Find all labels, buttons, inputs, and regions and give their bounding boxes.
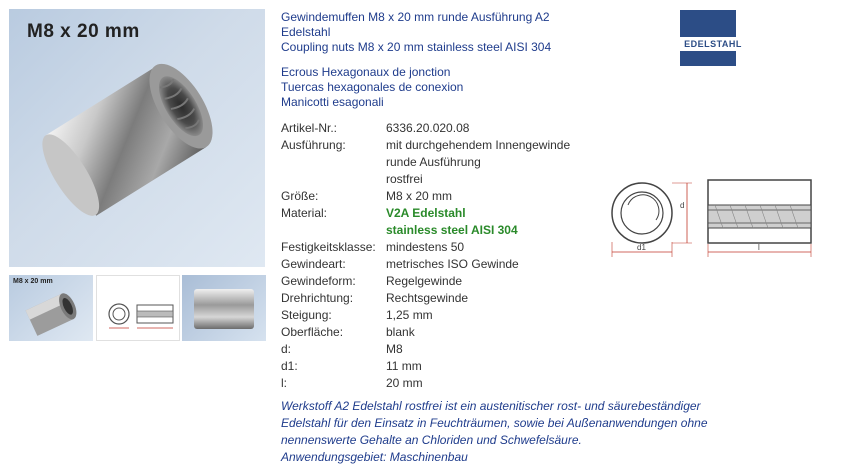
property-value: M8 x 20 mm [386, 189, 453, 203]
dim-label-l: l [758, 243, 760, 252]
logo-text: EDELSTAHL [680, 37, 746, 51]
property-key: Größe: [281, 189, 319, 203]
thumbnail-title: M8 x 20 mm [13, 278, 53, 285]
technical-drawing [600, 170, 825, 270]
property-key: d: [281, 342, 292, 356]
inner-circle [621, 192, 663, 234]
property-value: 1,25 mm [386, 308, 433, 322]
edelstahl-logo [680, 10, 746, 70]
side-view-bore [708, 205, 811, 228]
material-note-line: Werkstoff A2 Edelstahl rostfrei ist ein austenitischer rost- und säurebeständiger [281, 399, 701, 413]
property-key: Oberfläche: [281, 325, 344, 339]
property-value-material: stainless steel AISI 304 [386, 223, 518, 237]
property-value: blank [386, 325, 415, 339]
product-description [281, 10, 591, 110]
material-note-line: nennenswerte Gehalte an Chloriden und Schwefelsäure. [281, 433, 582, 447]
property-value-material: V2A Edelstahl [386, 206, 466, 220]
dim-label-d: d [680, 201, 685, 210]
property-value: mindestens 50 [386, 240, 465, 254]
material-note-line: Edelstahl für den Einsatz in Feuchträumen, sowie bei Außenanwendungen ohne [281, 416, 708, 430]
title-it: Manicotti esagonali [281, 95, 384, 109]
property-value: 6336.20.020.08 [386, 121, 470, 135]
property-value: mit durchgehendem Innengewinde [386, 138, 571, 152]
property-value: M8 [386, 342, 403, 356]
property-key: Ausführung: [281, 138, 346, 152]
coupling-nut-photo [9, 9, 265, 267]
title-fr: Ecrous Hexagonaux de jonction [281, 65, 451, 79]
property-value: runde Ausführung [386, 155, 481, 169]
property-value: rostfrei [386, 172, 423, 186]
thumbnail-photo[interactable] [9, 275, 93, 341]
title-de-material: Edelstahl [281, 25, 331, 39]
property-value: Regelgewinde [386, 274, 463, 288]
property-value: metrisches ISO Gewinde [386, 257, 519, 271]
property-value: 11 mm [386, 359, 422, 373]
property-value: Rechtsgewinde [386, 291, 469, 305]
property-key: Festigkeitsklasse: [281, 240, 376, 254]
title-es: Tuercas hexagonales de conexion [281, 80, 464, 94]
property-key: d1: [281, 359, 298, 373]
dim-label-d1: d1 [637, 243, 646, 252]
thumbnail-nut-image [9, 275, 93, 341]
property-key: Material: [281, 206, 328, 220]
property-key: Artikel-Nr.: [281, 121, 338, 135]
thumbnail-side-view[interactable] [182, 275, 266, 341]
property-key: Drehrichtung: [281, 291, 354, 305]
material-note [281, 398, 721, 466]
property-key: Gewindeart: [281, 257, 346, 271]
property-key: Gewindeform: [281, 274, 356, 288]
application-area: Anwendungsgebiet: Maschinenbau [281, 450, 468, 464]
product-main-image[interactable] [9, 9, 265, 267]
thumbnail-drawing-image [97, 276, 180, 341]
property-key: Steigung: [281, 308, 332, 322]
title-en: Coupling nuts M8 x 20 mm stainless steel AISI 304 [281, 40, 552, 54]
thread-arc [628, 195, 659, 220]
thumbnail-drawing[interactable] [96, 275, 180, 341]
thumbnail-side-image [182, 275, 266, 341]
product-image-title: M8 x 20 mm [27, 21, 140, 42]
property-value: 20 mm [386, 376, 423, 390]
title-de: Gewindemuffen M8 x 20 mm runde Ausführung A2 [281, 10, 550, 24]
property-key: l: [281, 376, 287, 390]
